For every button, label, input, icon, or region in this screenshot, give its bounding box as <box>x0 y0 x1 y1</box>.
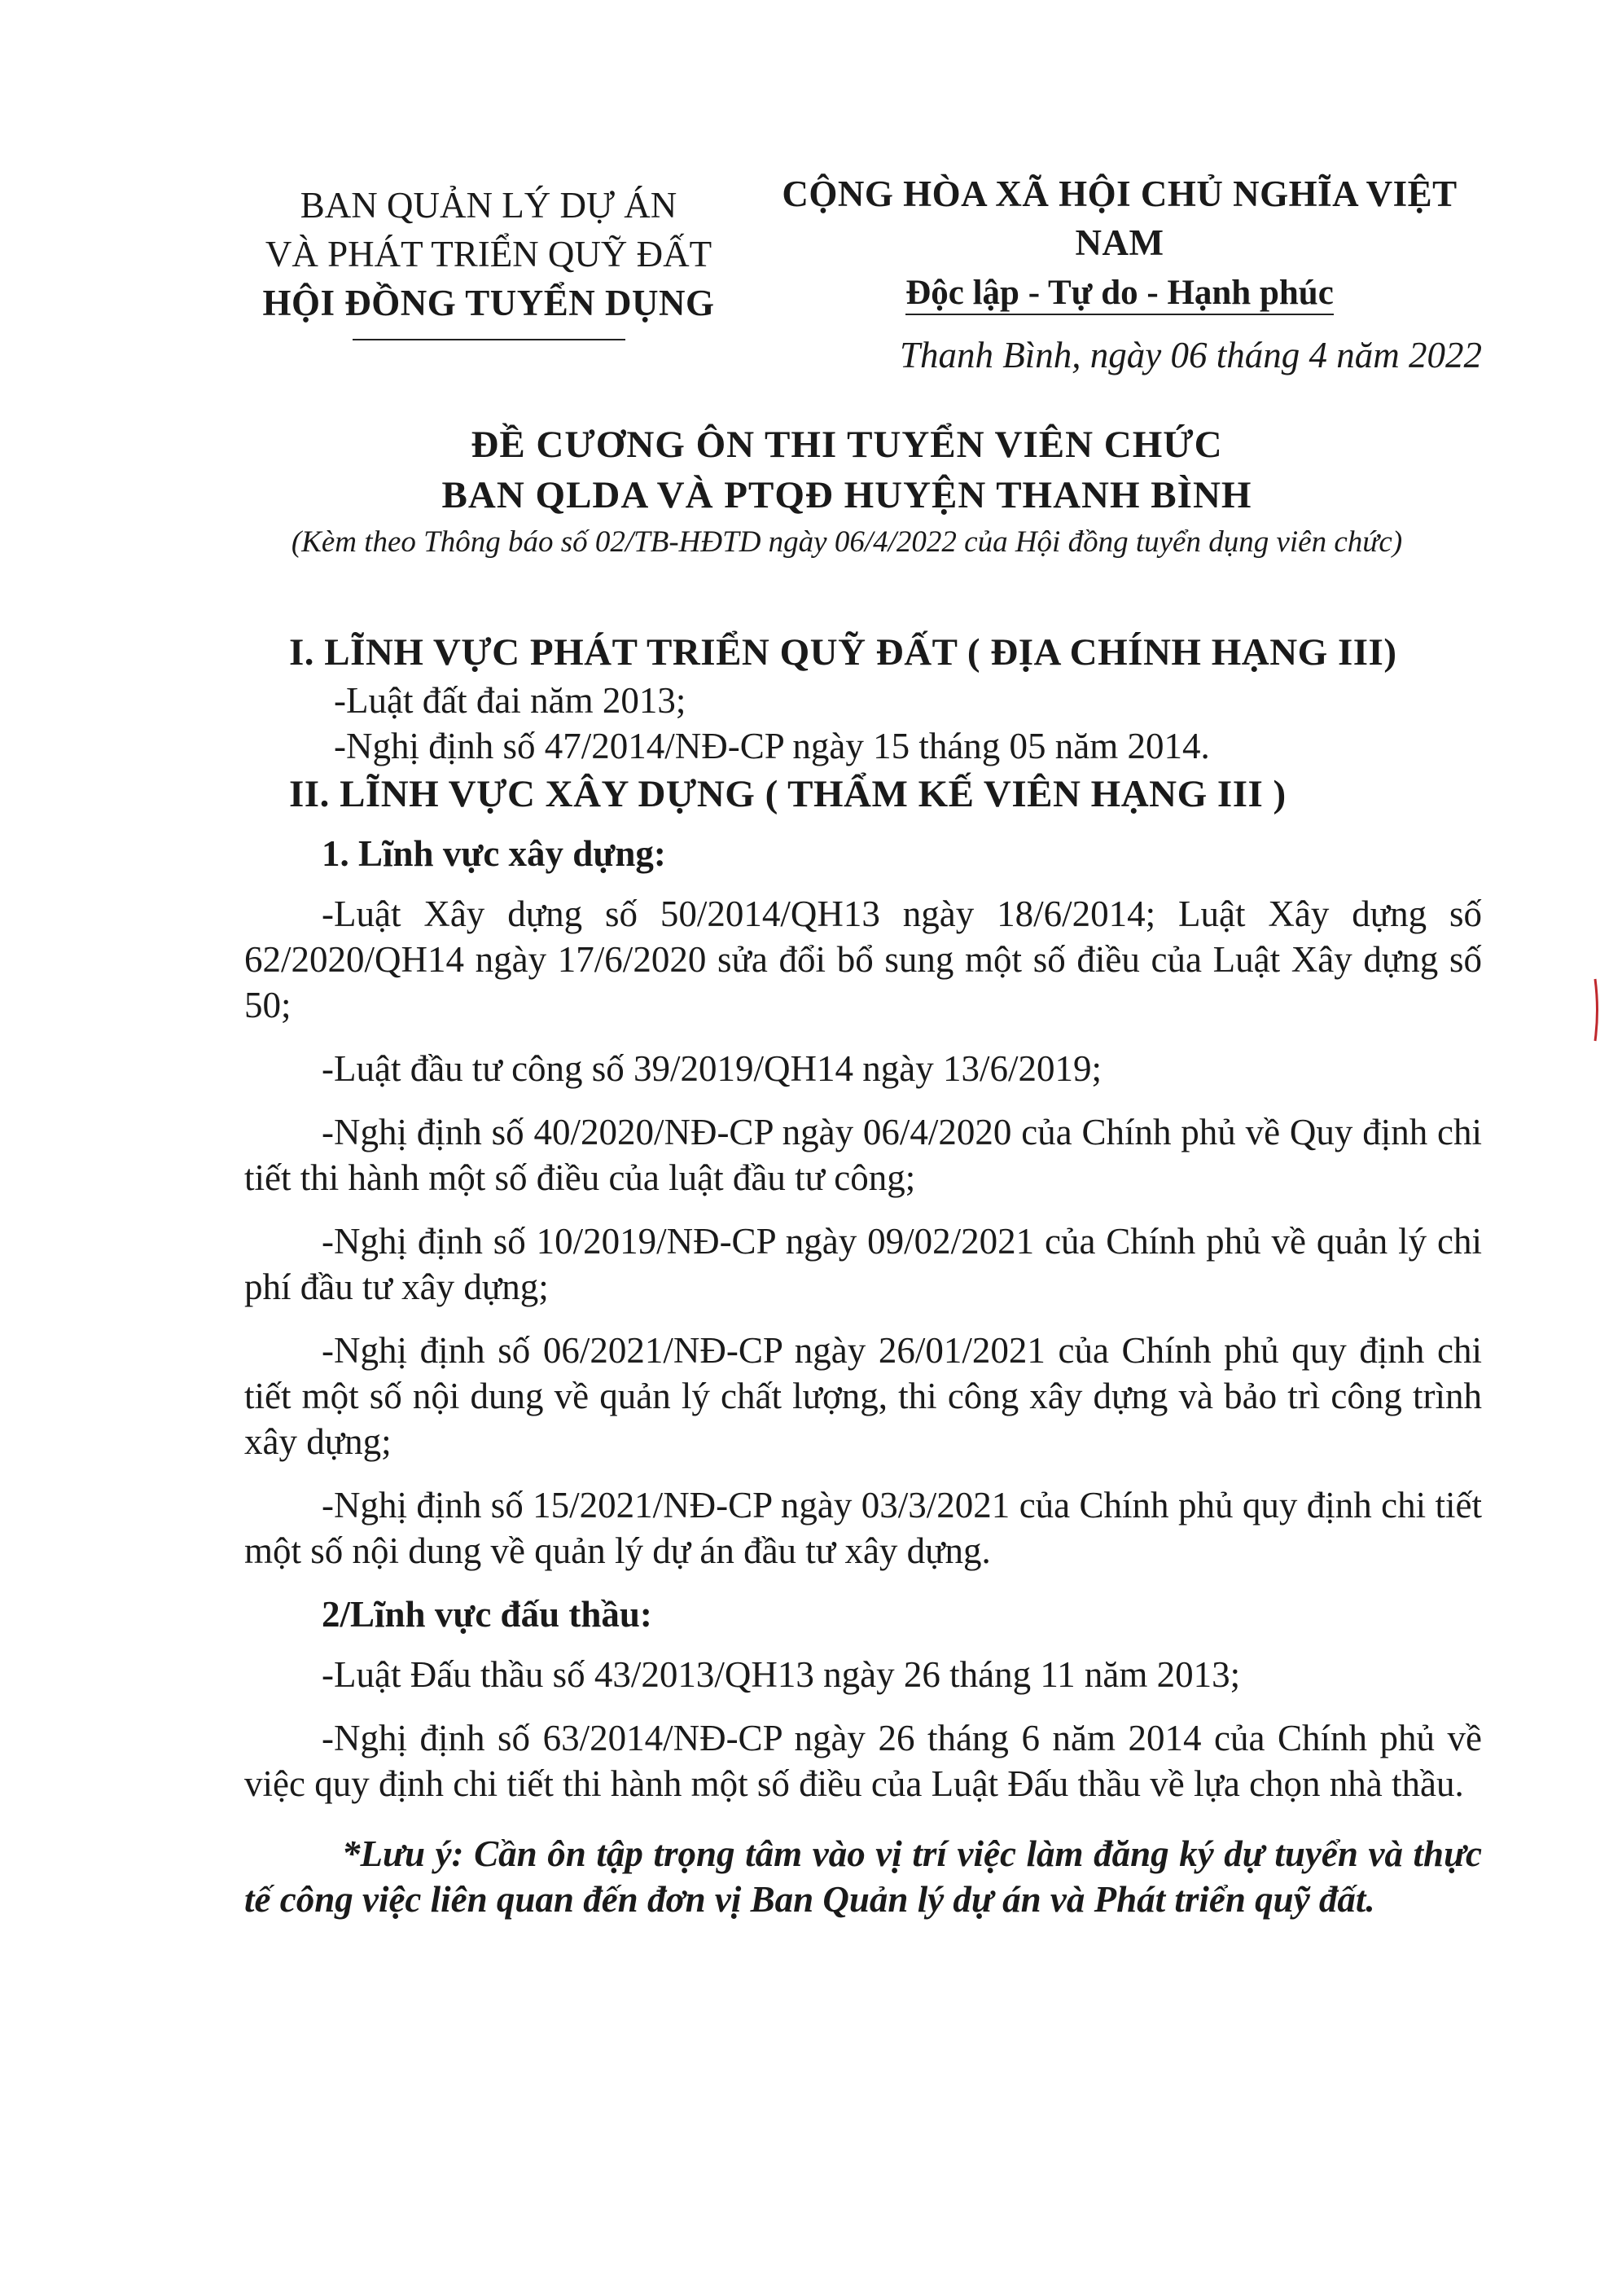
red-pen-mark <box>1594 977 1600 1043</box>
national-title: CỘNG HÒA XÃ HỘI CHỦ NGHĨA VIỆT NAM <box>782 173 1458 263</box>
org-name-line2: VÀ PHÁT TRIỂN QUỸ ĐẤT <box>265 234 712 274</box>
section-heading-1: I. LĨNH VỰC PHÁT TRIỂN QUỸ ĐẤT ( ĐỊA CHÍNH HẠNG III) <box>289 631 1397 674</box>
section1-item: -Nghị định số 47/2014/NĐ-CP ngày 15 tháng 05 năm 2014. <box>334 726 1210 766</box>
section1-item: -Luật đất đai năm 2013; <box>334 680 686 721</box>
org-council: HỘI ĐỒNG TUYỂN DỤNG <box>262 283 715 323</box>
law-item: -Nghị định số 15/2021/NĐ-CP ngày 03/3/2021 của Chính phủ quy định chi tiết một số nội dung về quản lý dự án đầu tư xây dựng. <box>244 1485 1482 1571</box>
subsection-heading-bidding: 2/Lĩnh vực đấu thầu: <box>322 1594 652 1635</box>
study-note: *Lưu ý: Cần ôn tập trọng tâm vào vị trí việc làm đăng ký dự tuyển và thực tế công việc liên quan đến đơn vị Ban Quản lý dự án và Phát triển quỹ đất. <box>244 1833 1482 1920</box>
attachment-note: (Kèm theo Thông báo số 02/TB-HĐTD ngày 06/4/2022 của Hội đồng tuyển dụng viên chức) <box>291 525 1403 559</box>
document-subtitle: BAN QLDA VÀ PTQĐ HUYỆN THANH BÌNH <box>441 474 1252 516</box>
subsection-heading-construction: 1. Lĩnh vực xây dựng: <box>322 833 666 874</box>
law-item: -Nghị định số 06/2021/NĐ-CP ngày 26/01/2021 của Chính phủ quy định chi tiết một số nội dung về quản lý chất lượng, thi công xây dựng và bảo trì công trình xây dựng; <box>244 1330 1482 1462</box>
law-item: -Luật đầu tư công số 39/2019/QH14 ngày 13/6/2019; <box>322 1048 1103 1089</box>
document-date: Thanh Bình, ngày 06 tháng 4 năm 2022 <box>900 335 1482 375</box>
document-title-block <box>204 419 1490 564</box>
law-item: -Nghị định số 63/2014/NĐ-CP ngày 26 tháng 6 năm 2014 của Chính phủ về việc quy định chi tiết thi hành một số điều của Luật Đấu thầu về lựa chọn nhà thầu. <box>244 1718 1482 1804</box>
document-body <box>244 627 1482 1959</box>
national-motto: Độc lập - Tự do - Hạnh phúc <box>905 273 1334 315</box>
document-title: ĐỀ CƯƠNG ÔN THI TUYỂN VIÊN CHỨC <box>471 424 1223 466</box>
section-heading-2: II. LĨNH VỰC XÂY DỰNG ( THẨM KẾ VIÊN HẠNG III ) <box>289 773 1287 815</box>
org-underline <box>353 339 625 340</box>
law-item: -Luật Xây dựng số 50/2014/QH13 ngày 18/6/2014; Luật Xây dựng số 62/2020/QH14 ngày 17/6/2020 sửa đổi bổ sung một số điều của Luật Xây dựng số 50; <box>244 893 1482 1025</box>
org-name-line1: BAN QUẢN LÝ DỰ ÁN <box>300 185 677 226</box>
national-header <box>737 169 1502 316</box>
law-item: -Luật Đấu thầu số 43/2013/QH13 ngày 26 tháng 11 năm 2013; <box>322 1654 1241 1695</box>
law-item: -Nghị định số 40/2020/NĐ-CP ngày 06/4/2020 của Chính phủ về Quy định chi tiết thi hành một số điều của luật đầu tư công; <box>244 1112 1482 1198</box>
issuing-organization <box>244 181 733 340</box>
law-item: -Nghị định số 10/2019/NĐ-CP ngày 09/02/2021 của Chính phủ về quản lý chi phí đầu tư xây dựng; <box>244 1221 1482 1307</box>
